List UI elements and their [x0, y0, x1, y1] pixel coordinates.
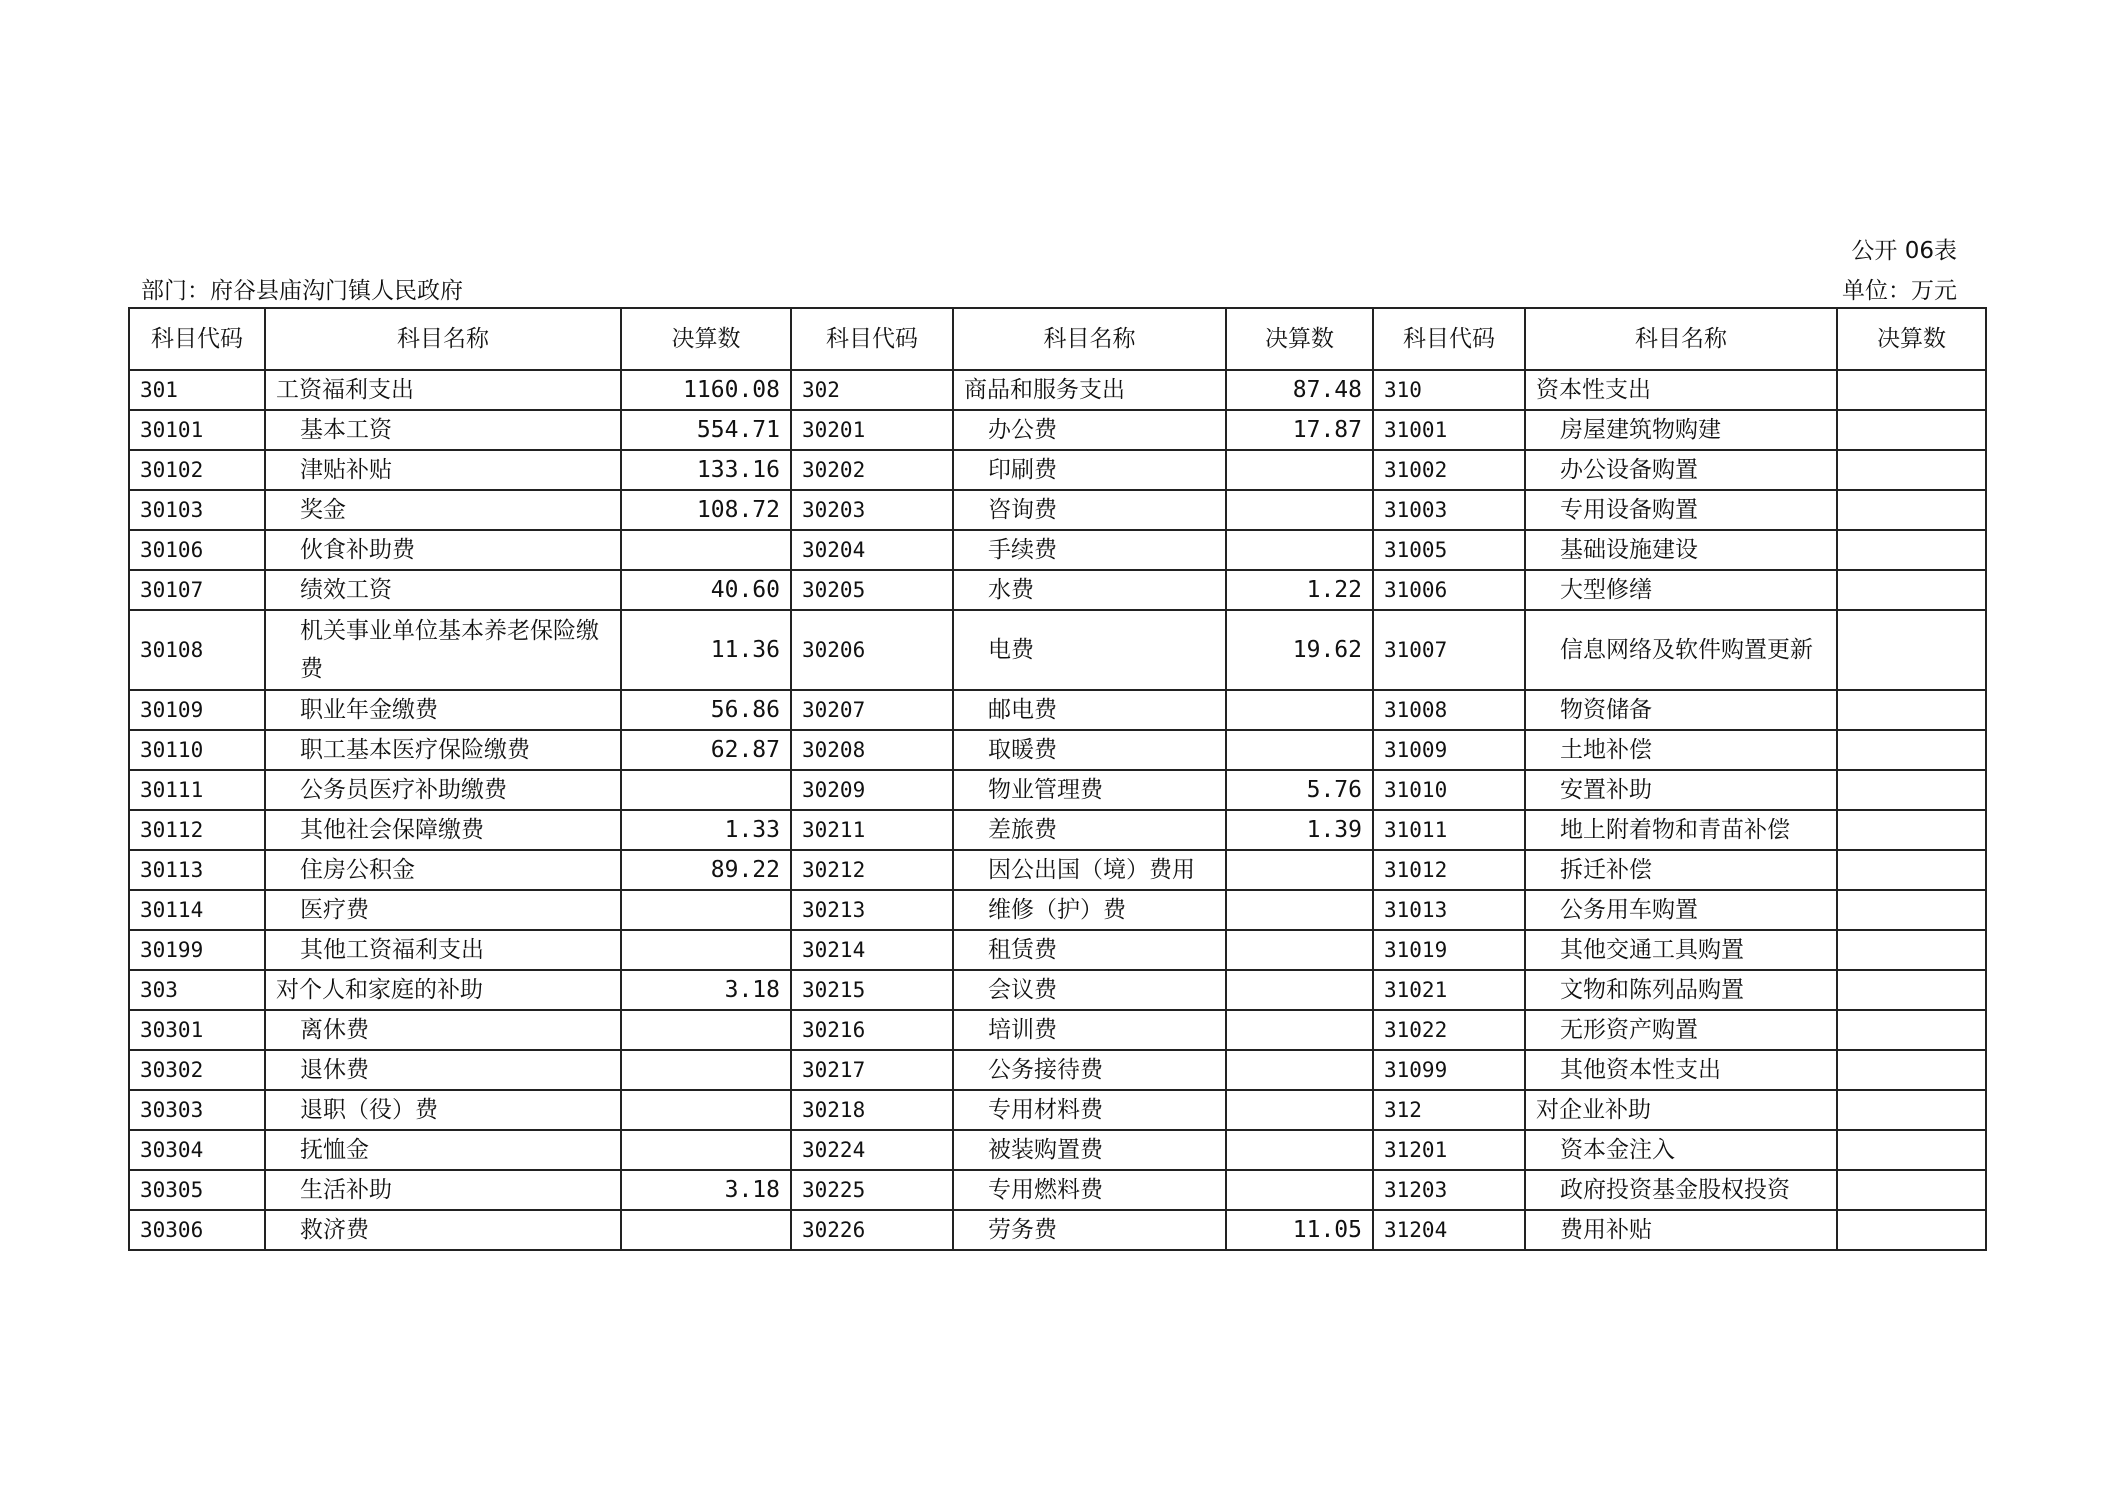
table-row: [129, 1010, 1986, 1050]
subject-code-cell: 30112: [129, 810, 265, 850]
subject-code-cell: 31003: [1373, 490, 1525, 530]
table-row: [129, 610, 1986, 690]
final-amount-cell: [1837, 490, 1986, 530]
final-amount-cell: 40.60: [621, 570, 791, 610]
final-amount-cell: [1226, 1010, 1373, 1050]
final-amount-cell: [1226, 490, 1373, 530]
subject-code-cell: 30213: [791, 890, 953, 930]
final-amount-cell: [1837, 1010, 1986, 1050]
table-row: [129, 570, 1986, 610]
subject-code-cell: 30203: [791, 490, 953, 530]
table-row: [129, 450, 1986, 490]
table-row: [129, 490, 1986, 530]
subject-name-cell: 伙食补助费: [265, 530, 621, 570]
table-row: [129, 730, 1986, 770]
subject-name-cell: 手续费: [953, 530, 1226, 570]
subject-name-cell: 印刷费: [953, 450, 1226, 490]
final-amount-cell: [621, 1010, 791, 1050]
subject-code-cell: 30109: [129, 690, 265, 730]
subject-code-cell: 30205: [791, 570, 953, 610]
subject-name-cell: 大型修缮: [1525, 570, 1837, 610]
subject-code-cell: 30301: [129, 1010, 265, 1050]
subject-name-cell: 专用燃料费: [953, 1170, 1226, 1210]
subject-code-cell: 31204: [1373, 1210, 1525, 1250]
table-header-row: [129, 308, 1986, 370]
subject-name-cell: 奖金: [265, 490, 621, 530]
subject-name-cell: 安置补助: [1525, 770, 1837, 810]
subject-name-cell: 住房公积金: [265, 850, 621, 890]
subject-code-cell: 30107: [129, 570, 265, 610]
final-amount-cell: [1226, 890, 1373, 930]
subject-name-cell: 办公设备购置: [1525, 450, 1837, 490]
final-amount-cell: 89.22: [621, 850, 791, 890]
unit-label: 单位：万元: [1842, 278, 1957, 304]
final-amount-cell: [1837, 450, 1986, 490]
subject-code-cell: 30211: [791, 810, 953, 850]
subject-name-cell: 被装购置费: [953, 1130, 1226, 1170]
subject-code-cell: 30214: [791, 930, 953, 970]
col-header-amount: 决算数: [1837, 308, 1986, 370]
table-row: [129, 1130, 1986, 1170]
subject-name-cell: 公务员医疗补助缴费: [265, 770, 621, 810]
subject-name-cell: 基础设施建设: [1525, 530, 1837, 570]
subject-code-cell: 30101: [129, 410, 265, 450]
final-amount-cell: [1226, 690, 1373, 730]
subject-code-cell: 312: [1373, 1090, 1525, 1130]
final-amount-cell: 11.36: [621, 610, 791, 690]
subject-name-cell: 其他社会保障缴费: [265, 810, 621, 850]
subject-code-cell: 30226: [791, 1210, 953, 1250]
final-amount-cell: 108.72: [621, 490, 791, 530]
final-amount-cell: 1.22: [1226, 570, 1373, 610]
final-amount-cell: [1226, 1170, 1373, 1210]
subject-name-cell: 职业年金缴费: [265, 690, 621, 730]
subject-code-cell: 31011: [1373, 810, 1525, 850]
subject-name-cell: 公务用车购置: [1525, 890, 1837, 930]
subject-name-cell: 水费: [953, 570, 1226, 610]
subject-code-cell: 30217: [791, 1050, 953, 1090]
final-amount-cell: 56.86: [621, 690, 791, 730]
subject-code-cell: 30215: [791, 970, 953, 1010]
subject-name-cell: 其他工资福利支出: [265, 930, 621, 970]
subject-code-cell: 31201: [1373, 1130, 1525, 1170]
final-amount-cell: [621, 1090, 791, 1130]
table-row: [129, 930, 1986, 970]
subject-name-cell: 政府投资基金股权投资: [1525, 1170, 1837, 1210]
subject-name-cell: 退休费: [265, 1050, 621, 1090]
subject-name-cell: 救济费: [265, 1210, 621, 1250]
final-amount-cell: 5.76: [1226, 770, 1373, 810]
final-amount-cell: 1.39: [1226, 810, 1373, 850]
subject-code-cell: 30305: [129, 1170, 265, 1210]
final-amount-cell: [1837, 890, 1986, 930]
department-label: 部门：府谷县庙沟门镇人民政府: [141, 278, 463, 304]
subject-name-cell: 职工基本医疗保险缴费: [265, 730, 621, 770]
subject-name-cell: 其他交通工具购置: [1525, 930, 1837, 970]
subject-code-cell: 30110: [129, 730, 265, 770]
subject-name-cell: 医疗费: [265, 890, 621, 930]
subject-code-cell: 30218: [791, 1090, 953, 1130]
subject-name-cell: 土地补偿: [1525, 730, 1837, 770]
subject-code-cell: 31010: [1373, 770, 1525, 810]
subject-code-cell: 31203: [1373, 1170, 1525, 1210]
final-amount-cell: [621, 930, 791, 970]
final-amount-cell: [1837, 850, 1986, 890]
final-amount-cell: 19.62: [1226, 610, 1373, 690]
final-amount-cell: [1226, 930, 1373, 970]
subject-name-cell: 资本性支出: [1525, 370, 1837, 410]
col-header-code: 科目代码: [129, 308, 265, 370]
subject-name-cell: 专用设备购置: [1525, 490, 1837, 530]
final-amount-cell: [1837, 770, 1986, 810]
subject-code-cell: 31021: [1373, 970, 1525, 1010]
table-row: [129, 810, 1986, 850]
table-row: [129, 690, 1986, 730]
final-amount-cell: [621, 770, 791, 810]
subject-code-cell: 30224: [791, 1130, 953, 1170]
final-amount-cell: 554.71: [621, 410, 791, 450]
subject-code-cell: 30207: [791, 690, 953, 730]
subject-code-cell: 30114: [129, 890, 265, 930]
final-amount-cell: [1837, 810, 1986, 850]
subject-code-cell: 31013: [1373, 890, 1525, 930]
table-row: [129, 1090, 1986, 1130]
subject-name-cell: 取暖费: [953, 730, 1226, 770]
subject-code-cell: 31022: [1373, 1010, 1525, 1050]
table-row: [129, 370, 1986, 410]
subject-code-cell: 31008: [1373, 690, 1525, 730]
final-amount-cell: 11.05: [1226, 1210, 1373, 1250]
subject-code-cell: 31005: [1373, 530, 1525, 570]
final-amount-cell: [621, 890, 791, 930]
subject-name-cell: 维修（护）费: [953, 890, 1226, 930]
final-amount-cell: [621, 1210, 791, 1250]
col-header-name: 科目名称: [265, 308, 621, 370]
subject-code-cell: 30209: [791, 770, 953, 810]
subject-name-cell: 房屋建筑物购建: [1525, 410, 1837, 450]
final-amount-cell: [1837, 930, 1986, 970]
table-row: [129, 970, 1986, 1010]
subject-name-cell: 物业管理费: [953, 770, 1226, 810]
table-row: [129, 530, 1986, 570]
subject-code-cell: 30204: [791, 530, 953, 570]
subject-name-cell: 津贴补贴: [265, 450, 621, 490]
subject-name-cell: 劳务费: [953, 1210, 1226, 1250]
table-row: [129, 1050, 1986, 1090]
subject-name-cell: 公务接待费: [953, 1050, 1226, 1090]
final-amount-cell: [1226, 1090, 1373, 1130]
table-row: [129, 1170, 1986, 1210]
subject-name-cell: 无形资产购置: [1525, 1010, 1837, 1050]
final-amount-cell: [1226, 850, 1373, 890]
subject-name-cell: 绩效工资: [265, 570, 621, 610]
final-amount-cell: 3.18: [621, 1170, 791, 1210]
subject-name-cell: 拆迁补偿: [1525, 850, 1837, 890]
subject-name-cell: 其他资本性支出: [1525, 1050, 1837, 1090]
final-amount-cell: [1837, 530, 1986, 570]
table-body: [129, 370, 1986, 1250]
final-amount-cell: [1226, 1050, 1373, 1090]
subject-code-cell: 31006: [1373, 570, 1525, 610]
final-amount-cell: [1226, 450, 1373, 490]
subject-name-cell: 对企业补助: [1525, 1090, 1837, 1130]
subject-name-cell: 因公出国（境）费用: [953, 850, 1226, 890]
col-header-amount: 决算数: [621, 308, 791, 370]
subject-code-cell: 30111: [129, 770, 265, 810]
subject-code-cell: 30216: [791, 1010, 953, 1050]
subject-name-cell: 离休费: [265, 1010, 621, 1050]
subject-code-cell: 30102: [129, 450, 265, 490]
subject-name-cell: 电费: [953, 610, 1226, 690]
final-amount-cell: [1226, 970, 1373, 1010]
final-amount-cell: 62.87: [621, 730, 791, 770]
subject-code-cell: 31012: [1373, 850, 1525, 890]
subject-name-cell: 邮电费: [953, 690, 1226, 730]
subject-code-cell: 30302: [129, 1050, 265, 1090]
col-header-amount: 决算数: [1226, 308, 1373, 370]
subject-code-cell: 30106: [129, 530, 265, 570]
table-row: [129, 890, 1986, 930]
subject-name-cell: 资本金注入: [1525, 1130, 1837, 1170]
subject-name-cell: 生活补助: [265, 1170, 621, 1210]
final-amount-cell: 1160.08: [621, 370, 791, 410]
subject-name-cell: 工资福利支出: [265, 370, 621, 410]
subject-name-cell: 抚恤金: [265, 1130, 621, 1170]
final-amount-cell: [1837, 1090, 1986, 1130]
subject-name-cell: 专用材料费: [953, 1090, 1226, 1130]
subject-code-cell: 30113: [129, 850, 265, 890]
table-row: [129, 770, 1986, 810]
final-amount-cell: [1226, 730, 1373, 770]
subject-name-cell: 商品和服务支出: [953, 370, 1226, 410]
subject-name-cell: 咨询费: [953, 490, 1226, 530]
subject-code-cell: 31001: [1373, 410, 1525, 450]
final-amount-cell: [1837, 410, 1986, 450]
final-amount-cell: [1837, 690, 1986, 730]
col-header-code: 科目代码: [791, 308, 953, 370]
subject-code-cell: 30304: [129, 1130, 265, 1170]
subject-name-cell: 会议费: [953, 970, 1226, 1010]
subject-name-cell: 培训费: [953, 1010, 1226, 1050]
subject-name-cell: 信息网络及软件购置更新: [1525, 610, 1837, 690]
subject-code-cell: 31099: [1373, 1050, 1525, 1090]
subject-code-cell: 30306: [129, 1210, 265, 1250]
subject-code-cell: 30103: [129, 490, 265, 530]
subject-code-cell: 30108: [129, 610, 265, 690]
subject-name-cell: 租赁费: [953, 930, 1226, 970]
table-row: [129, 1210, 1986, 1250]
subject-code-cell: 31009: [1373, 730, 1525, 770]
table-row: [129, 850, 1986, 890]
final-amount-cell: 87.48: [1226, 370, 1373, 410]
final-amount-cell: [1837, 570, 1986, 610]
col-header-code: 科目代码: [1373, 308, 1525, 370]
subject-name-cell: 机关事业单位基本养老保险缴费: [265, 610, 621, 690]
subject-code-cell: 303: [129, 970, 265, 1010]
subject-code-cell: 30201: [791, 410, 953, 450]
final-amount-cell: [1837, 1170, 1986, 1210]
subject-code-cell: 30202: [791, 450, 953, 490]
col-header-name: 科目名称: [953, 308, 1226, 370]
subject-code-cell: 302: [791, 370, 953, 410]
final-amount-cell: [1226, 530, 1373, 570]
final-amount-cell: [1837, 970, 1986, 1010]
final-amount-cell: [1837, 1130, 1986, 1170]
subject-code-cell: 30303: [129, 1090, 265, 1130]
table-row: [129, 410, 1986, 450]
subject-name-cell: 物资储备: [1525, 690, 1837, 730]
subject-code-cell: 30225: [791, 1170, 953, 1210]
final-amount-cell: [1226, 1130, 1373, 1170]
final-amount-cell: [1837, 370, 1986, 410]
final-amount-cell: [1837, 1050, 1986, 1090]
col-header-name: 科目名称: [1525, 308, 1837, 370]
subject-name-cell: 对个人和家庭的补助: [265, 970, 621, 1010]
final-amount-cell: 133.16: [621, 450, 791, 490]
subject-code-cell: 310: [1373, 370, 1525, 410]
final-amount-cell: 1.33: [621, 810, 791, 850]
final-amount-cell: 17.87: [1226, 410, 1373, 450]
final-amount-cell: [1837, 1210, 1986, 1250]
subject-code-cell: 301: [129, 370, 265, 410]
subject-code-cell: 30212: [791, 850, 953, 890]
subject-code-cell: 31007: [1373, 610, 1525, 690]
budget-table: [128, 307, 1987, 1251]
subject-name-cell: 费用补贴: [1525, 1210, 1837, 1250]
final-amount-cell: [621, 1130, 791, 1170]
subject-code-cell: 30199: [129, 930, 265, 970]
subject-code-cell: 30208: [791, 730, 953, 770]
subject-name-cell: 地上附着物和青苗补偿: [1525, 810, 1837, 850]
final-amount-cell: [621, 530, 791, 570]
subject-name-cell: 差旅费: [953, 810, 1226, 850]
subject-code-cell: 30206: [791, 610, 953, 690]
subject-name-cell: 办公费: [953, 410, 1226, 450]
subject-code-cell: 31019: [1373, 930, 1525, 970]
subject-name-cell: 退职（役）费: [265, 1090, 621, 1130]
subject-code-cell: 31002: [1373, 450, 1525, 490]
final-amount-cell: [621, 1050, 791, 1090]
subject-name-cell: 文物和陈列品购置: [1525, 970, 1837, 1010]
table-number: 公开 06表: [1851, 238, 1957, 264]
final-amount-cell: [1837, 730, 1986, 770]
subject-name-cell: 基本工资: [265, 410, 621, 450]
final-amount-cell: 3.18: [621, 970, 791, 1010]
final-amount-cell: [1837, 610, 1986, 690]
